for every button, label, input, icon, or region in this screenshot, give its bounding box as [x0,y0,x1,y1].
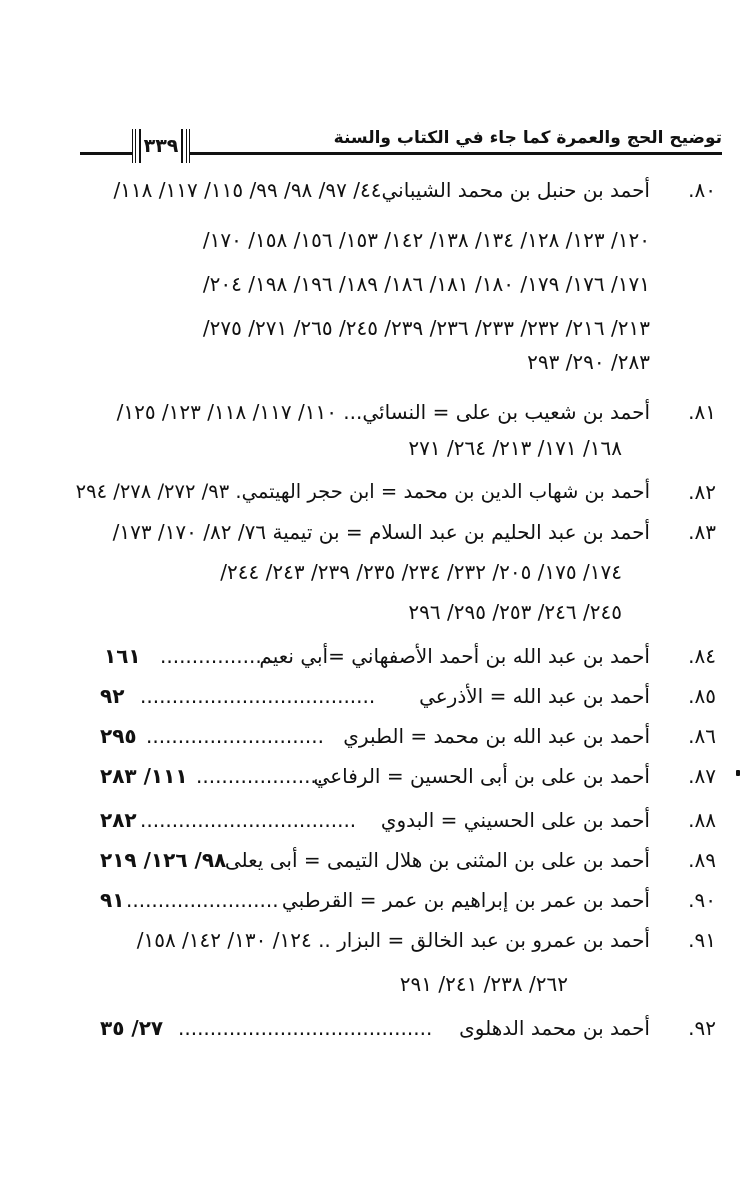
header-rule-right [190,152,722,155]
entry-text: أحمد بن على بن أبى الحسين = الرفاعي [313,764,650,788]
entry-line: أحمد بن شهاب الدين بن محمد = ابن حجر الهيتمي. ٩٣/ ٢٧٢/ ٢٧٨/ ٢٩٤ [75,480,650,503]
entry-line: ٢٨٣/ ٢٩٠/ ٢٩٣ [527,350,650,374]
entry-number: ٨٧. [688,764,716,788]
page-number: ٣٣٩ [143,135,179,157]
header-rule-left [80,152,132,155]
entry-text: أحمد بن عبد الله بن أحمد الأصفهاني =أبي نعيم [259,644,650,668]
entry-pages: ٢٩٥ [100,724,137,748]
entry-text: أحمد بن على بن المثنى بن هلال التيمى = أبى يعلى [224,848,650,872]
entry-number: ٨٨. [688,808,716,832]
entry-text: أحمد بن عمر بن إبراهيم بن عمر = القرطبي [281,888,650,912]
entry-text: أحمد بن عبد الله بن محمد = الطبري [343,724,650,748]
entry-number: ٨٤. [688,644,716,668]
entry-pages: ٩٨/ ١٢٦/ ٢١٩ [100,848,227,872]
entry-number: ٨٣. [688,520,716,544]
entry-line: ٢١٣/ ٢١٦/ ٢٣٢/ ٢٣٣/ ٢٣٦/ ٢٣٩/ ٢٤٥/ ٢٦٥/ ٢٧١/ ٢٧٥/ [202,316,650,340]
leader-dots: ..................................... [140,684,376,708]
running-header-title: توضيح الحج والعمرة كما جاء في الكتاب والسنة [333,128,722,148]
entry-text: أحمد بن محمد الدهلوى [459,1016,650,1040]
entry-line: ١٧١/ ١٧٦/ ١٧٩/ ١٨٠/ ١٨١/ ١٨٦/ ١٨٩/ ١٩٦/ ١٩٨/ ٢٠٤/ [202,272,650,296]
entry-line: ٢٦٢/ ٢٣٨/ ٢٤١/ ٢٩١ [399,972,568,996]
page-number-box [132,129,190,163]
entry-number: ٨٩. [688,848,716,872]
entry-line: ١٦٨/ ١٧١/ ٢١٣/ ٢٦٤/ ٢٧١ [408,436,622,460]
entry-line: أحمد بن عبد الحليم بن عبد السلام = بن تيمية ٧٦/ ٨٢/ ١٧٠/ ١٧٣/ [112,520,650,544]
entry-pages: ١١١/ ٢٨٣ [100,764,188,788]
entry-line: ١٢٠/ ١٢٣/ ١٢٨/ ١٣٤/ ١٣٨/ ١٤٢/ ١٥٣/ ١٥٦/ ١٥٨/ ١٧٠/ [202,228,650,252]
leader-dots: .................. [160,644,275,668]
entry-number: ٩٠. [688,888,716,912]
entry-pages: ٢٧/ ٣٥ [100,1016,164,1040]
entry-number: ٨٠. [688,178,716,202]
entry-text: أحمد بن على الحسيني = البدوي [380,808,650,832]
entry-pages: ١٦١ [104,644,141,668]
entry-number: ٨٥. [688,684,716,708]
entry-text: أحمد بن عبد الله = الأذرعي [419,684,650,708]
entry-number: ٨٦. [688,724,716,748]
entry-number: ٨١. [688,400,716,424]
leader-dots: .................... [196,764,324,788]
leader-dots: .................................. [140,808,357,832]
entry-pages: ٢٨٢ [100,808,137,832]
entry-number: ٩٢. [688,1016,716,1040]
leader-dots: ............................ [146,724,325,748]
entry-number: ٩١. [688,928,716,952]
entry-pages: ٩٢ [100,684,125,708]
entry-line: ١٧٤/ ١٧٥/ ٢٠٥/ ٢٣٢/ ٢٣٤/ ٢٣٥/ ٢٣٩/ ٢٤٣/ ٢٤٤/ [220,560,622,584]
entry-pages: ٩١ [100,888,125,912]
entry-number: ٨٢. [688,480,716,504]
entry-line: أحمد بن حنبل بن محمد الشيباني٤٤/ ٩٧/ ٩٨/ ٩٩/ ١١٥/ ١١٧/ ١١٨/ [113,178,650,202]
entry-line: أحمد بن عمرو بن عبد الخالق = البزار .. ١٢٤/ ١٣٠/ ١٤٢/ ١٥٨/ [136,928,650,952]
leader-dots: ........................ [126,888,279,912]
leader-dots: ........................................ [178,1016,433,1040]
entry-line: ٢٤٥/ ٢٤٦/ ٢٥٣/ ٢٩٥/ ٢٩٦ [408,600,622,624]
margin-mark [736,770,740,776]
entry-line: أحمد بن شعيب بن على = النسائي... ١١٠/ ١١٧/ ١١٨/ ١٢٣/ ١٢٥/ [116,400,650,424]
